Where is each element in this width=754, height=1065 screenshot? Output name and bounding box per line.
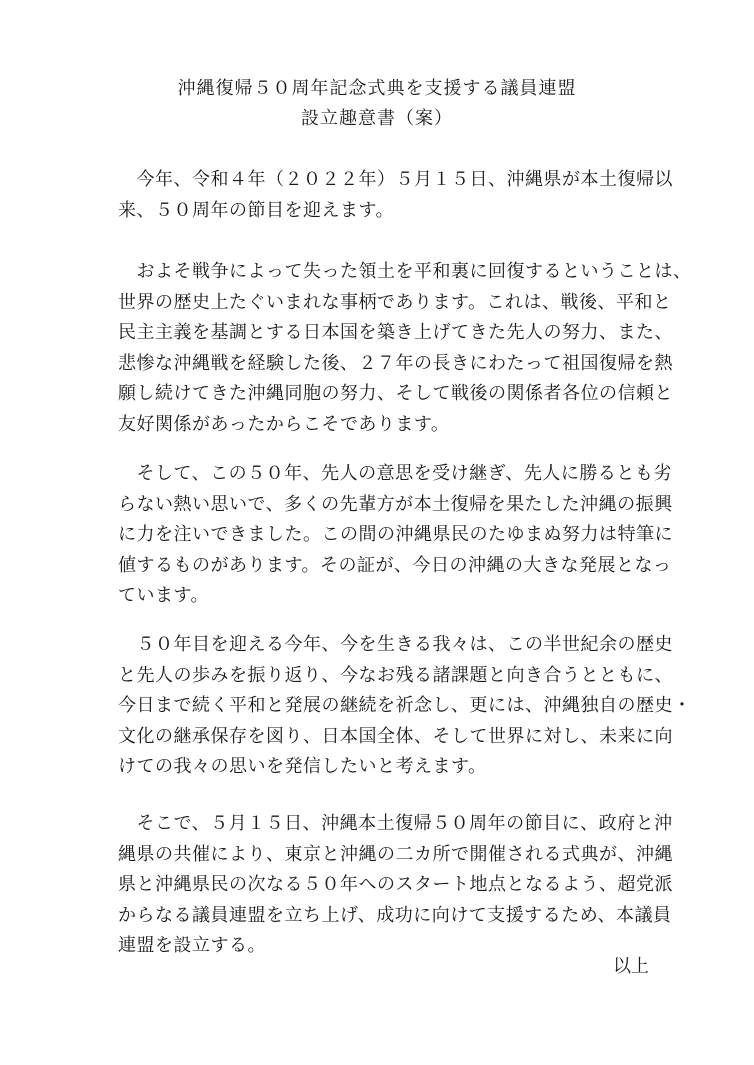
- paragraph-1-line-1: 今年、令和４年（２０２２年）５月１５日、沖縄県が本土復帰以: [118, 169, 673, 190]
- paragraph-4-line-4: 文化の継承保存を図り、日本国全体、そして世界に対し、未来に向: [118, 725, 673, 747]
- paragraph-2-line-6: 友好関係があったからこそであります。: [118, 413, 450, 435]
- paragraph-2-line-5: 願し続けてきた沖縄同胞の努力、そして戦後の関係者各位の信頼と: [118, 383, 673, 404]
- paragraph-2-line-2: 世界の歴史上たぐいまれな事柄であります。これは、戦後、平和と: [118, 291, 672, 313]
- paragraph-5-line-5: 連盟を設立する。: [118, 935, 266, 956]
- document-subtitle: 設立趣意書（案）: [301, 108, 453, 129]
- paragraph-4-line-5: けての我々の思いを発信したいと考えます。: [118, 756, 487, 777]
- document-title: 沖縄復帰５０周年記念式典を支援する議員連盟: [177, 78, 577, 99]
- paragraph-3-line-3: に力を注いできました。この間の沖縄県民のたゆまぬ努力は特筆に: [118, 524, 673, 545]
- paragraph-3-line-5: ています。: [118, 585, 210, 606]
- paragraph-2-line-1: およそ戦争によって失った領土を平和裏に回復するということは、: [118, 261, 692, 282]
- paragraph-5-line-2: 縄県の共催により、東京と沖縄の二カ所で開催される式典が、沖縄: [118, 843, 673, 865]
- paragraph-5-line-3: 県と沖縄県民の次なる５０年へのスタート地点となるよう、超党派: [118, 874, 673, 895]
- paragraph-5-line-1: そこで、５月１５日、沖縄本土復帰５０周年の節目に、政府と沖: [118, 813, 673, 834]
- paragraph-3-line-4: 値するものがあります。その証が、今日の沖縄の大きな発展となっ: [118, 554, 672, 576]
- paragraph-1-line-2: 来、５０周年の節目を迎えます。: [118, 199, 395, 221]
- paragraph-4-line-3: 今日まで続く平和と発展の継続を祈念し、更には、沖縄独自の歴史・: [118, 695, 692, 716]
- signoff-text: 以上: [613, 956, 649, 977]
- paragraph-3-line-2: らない熱い思いで、多くの先輩方が本土復帰を果たした沖縄の振興: [118, 493, 673, 515]
- paragraph-3-line-1: そして、この５０年、先人の意思を受け継ぎ、先人に勝るとも劣: [118, 463, 672, 484]
- paragraph-5-line-4: からなる議員連盟を立ち上げ、成功に向けて支援するため、本議員: [118, 904, 672, 926]
- paragraph-2-line-4: 悲惨な沖縄戦を経験した後、２７年の長きにわたって祖国復帰を熱: [118, 352, 673, 374]
- paragraph-2-line-3: 民主主義を基調とする日本国を築き上げてきた先人の努力、また、: [118, 322, 673, 343]
- paragraph-4-line-2: と先人の歩みを振り返り、今なお残る諸課題と向き合うとともに、: [118, 664, 673, 686]
- paragraph-4-line-1: ５０年目を迎える今年、今を生きる我々は、この半世紀余の歴史: [118, 634, 673, 655]
